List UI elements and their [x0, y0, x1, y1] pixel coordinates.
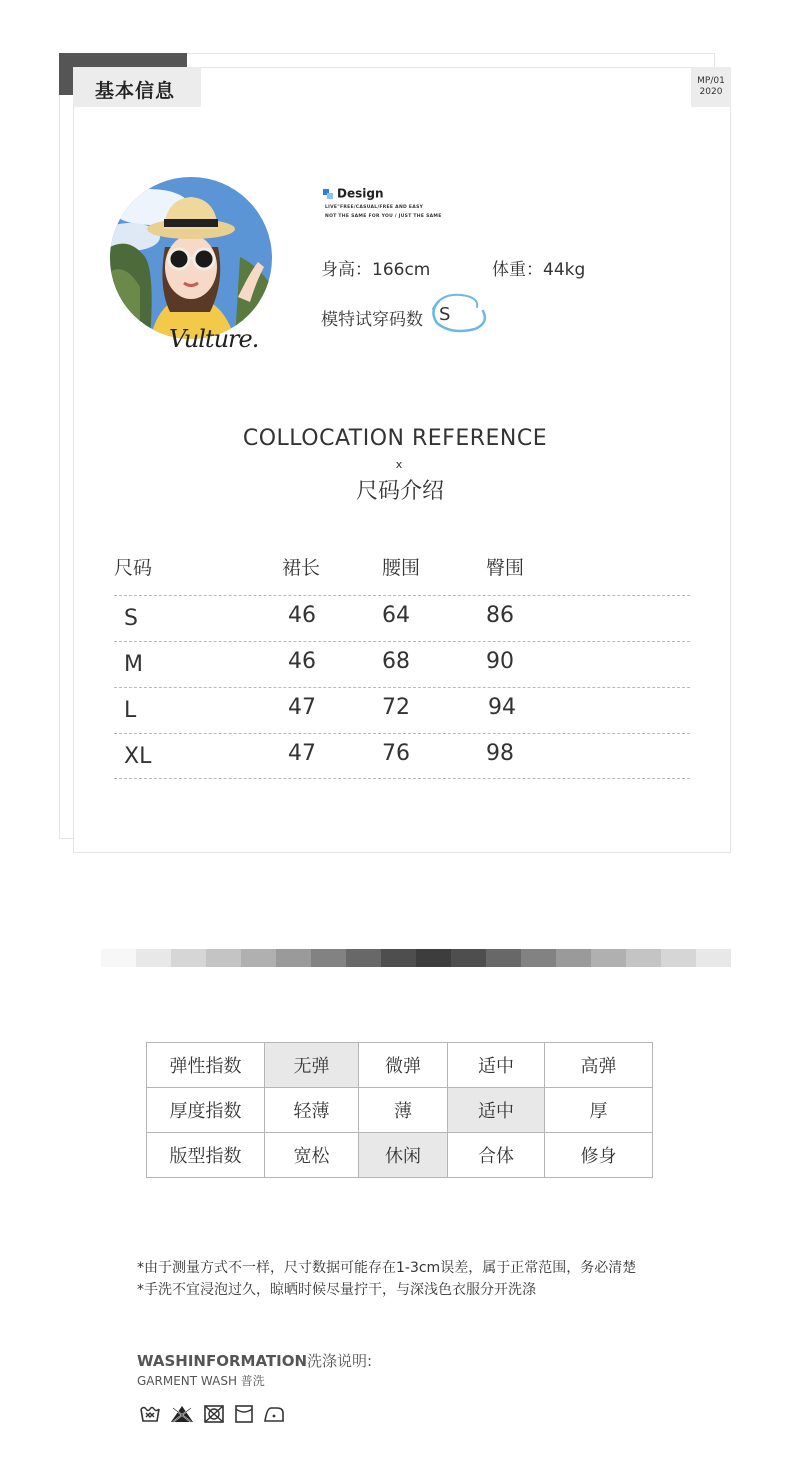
- elasticity-label: 弹性指数: [147, 1043, 265, 1088]
- wash-icons: [139, 1404, 285, 1424]
- measurement-note: *由于测量方式不一样，尺寸数据可能存在1-3cm误差，属于正常范围，务必清楚: [137, 1260, 637, 1276]
- no-tumble-dry-icon: [203, 1404, 225, 1424]
- design-tagline-2: NOT THE SAME FOR YOU / JUST THE SAME: [325, 214, 442, 219]
- option-cell: 高弹: [545, 1043, 653, 1088]
- wash-information-title: [137, 1350, 372, 1371]
- fit-row: [147, 1133, 653, 1178]
- size-table: [114, 553, 690, 779]
- collocation-separator: x: [395, 458, 403, 471]
- fit-label: 版型指数: [147, 1133, 265, 1178]
- thickness-row: [147, 1088, 653, 1133]
- gradient-swatch: [591, 949, 626, 967]
- gradient-swatch: [241, 949, 276, 967]
- gradient-swatch: [206, 949, 241, 967]
- low-iron-icon: [263, 1404, 285, 1424]
- gradient-swatch: [381, 949, 416, 967]
- basic-info-tab-label: 基本信息: [95, 80, 176, 102]
- wash-title-cn: 洗涤说明:: [307, 1352, 373, 1370]
- design-title: Design: [337, 186, 384, 201]
- model-weight: 体重：44kg: [492, 260, 586, 280]
- length-cell: 47: [288, 741, 316, 766]
- line-dry-icon: [234, 1404, 254, 1424]
- code-bottom: 2020: [699, 87, 723, 97]
- option-cell: 休闲: [359, 1133, 448, 1178]
- header-hip: 臀围: [486, 557, 525, 579]
- washing-note: *手洗不宜浸泡过久，晾晒时候尽量拧干，与深浅色衣服分开洗涤: [137, 1282, 536, 1298]
- gradient-swatch: [171, 949, 206, 967]
- elasticity-row: [147, 1043, 653, 1088]
- table-row: [114, 687, 690, 733]
- size-highlight-circle: [425, 289, 491, 335]
- option-cell: 适中: [448, 1043, 545, 1088]
- option-cell: 轻薄: [265, 1088, 359, 1133]
- code-top: MP/01: [697, 76, 725, 86]
- waist-cell: 64: [382, 603, 410, 628]
- waist-cell: 76: [382, 741, 410, 766]
- signature-text: Vulture.: [169, 325, 259, 353]
- waist-cell: 68: [382, 649, 410, 674]
- gradient-swatch: [311, 949, 346, 967]
- gradient-swatch: [661, 949, 696, 967]
- gradient-swatch: [696, 949, 731, 967]
- header-size: 尺码: [114, 557, 153, 579]
- table-row: [114, 641, 690, 687]
- size-cell: L: [124, 698, 137, 723]
- gradient-swatch: [101, 949, 136, 967]
- gradient-swatch: [451, 949, 486, 967]
- no-bleach-icon: [170, 1404, 194, 1424]
- design-squares-icon: [323, 189, 333, 199]
- fabric-index-table: [146, 1042, 653, 1178]
- basic-info-card: [59, 53, 731, 853]
- hip-cell: 90: [486, 649, 514, 674]
- hip-cell: 94: [488, 695, 516, 720]
- gradient-swatch: [136, 949, 171, 967]
- gradient-swatch: [626, 949, 661, 967]
- design-tagline-1: LIVE"FREE/CASUAL/FREE AND EASY: [325, 205, 424, 210]
- header-length: 裙长: [282, 557, 321, 579]
- table-row: [114, 733, 690, 779]
- gradient-swatch: [276, 949, 311, 967]
- header-waist: 腰围: [382, 557, 421, 579]
- model-size-value: S: [439, 304, 451, 325]
- option-cell: 厚: [545, 1088, 653, 1133]
- option-cell: 无弹: [265, 1043, 359, 1088]
- wash-subtitle: GARMENT WASH 普洗: [137, 1374, 265, 1388]
- hand-wash-icon: [139, 1404, 161, 1424]
- gradient-swatch: [416, 949, 451, 967]
- model-height: 身高：166cm: [321, 260, 431, 280]
- waist-cell: 72: [382, 695, 410, 720]
- model-avatar: [110, 177, 272, 339]
- gradient-swatch: [346, 949, 381, 967]
- gradient-swatch: [486, 949, 521, 967]
- option-cell: 微弹: [359, 1043, 448, 1088]
- size-cell: XL: [124, 744, 152, 769]
- gradient-divider: [101, 949, 731, 967]
- hip-cell: 98: [486, 741, 514, 766]
- length-cell: 46: [288, 603, 316, 628]
- wash-title-en: WASHINFORMATION: [137, 1352, 308, 1370]
- collocation-title-en: COLLOCATION REFERENCE: [242, 426, 548, 451]
- code-badge: [691, 67, 731, 107]
- table-row: [114, 595, 690, 641]
- length-cell: 46: [288, 649, 316, 674]
- option-cell: 修身: [545, 1133, 653, 1178]
- size-table-header: [114, 553, 690, 595]
- size-cell: M: [124, 652, 143, 677]
- hip-cell: 86: [486, 603, 514, 628]
- option-cell: 薄: [359, 1088, 448, 1133]
- gradient-swatch: [556, 949, 591, 967]
- model-size-label: 模特试穿码数: [321, 310, 423, 330]
- design-header: [323, 183, 384, 202]
- thickness-label: 厚度指数: [147, 1088, 265, 1133]
- collocation-title-cn: 尺码介绍: [355, 479, 444, 504]
- gradient-swatch: [521, 949, 556, 967]
- length-cell: 47: [288, 695, 316, 720]
- size-cell: S: [124, 606, 138, 631]
- option-cell: 宽松: [265, 1133, 359, 1178]
- option-cell: 适中: [448, 1088, 545, 1133]
- option-cell: 合体: [448, 1133, 545, 1178]
